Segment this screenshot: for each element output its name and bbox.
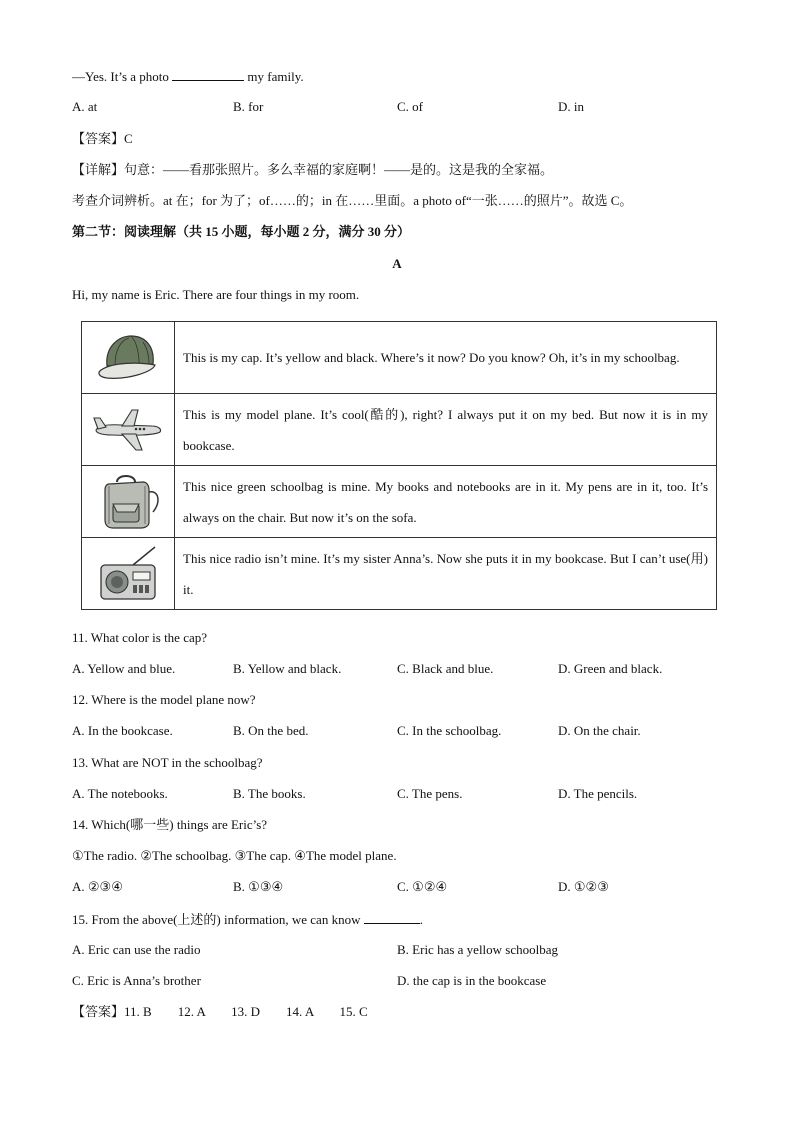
q10-option-a: A. at <box>72 99 98 114</box>
table-image-cell <box>82 538 175 610</box>
table-image-cell <box>82 466 175 538</box>
q10-analysis: 考查介词辨析。at 在；for 为了；of……的；in 在……里面。a photo of“一张……的照片”。故选 C。 <box>72 193 633 208</box>
q10-option-b: B. for <box>233 99 264 114</box>
q15-blank <box>364 911 420 924</box>
q12-option-c: C. In the schoolbag. <box>397 723 502 738</box>
table-image-cell <box>82 394 175 466</box>
table-row <box>82 394 717 466</box>
q13-option-b: B. The books. <box>233 786 306 801</box>
passage-intro: Hi, my name is Eric. There are four things in my room. <box>72 287 360 302</box>
q10-stem <box>72 68 304 85</box>
q11-option-a: A. Yellow and blue. <box>72 661 176 676</box>
q15-option-b: B. Eric has a yellow schoolbag <box>397 942 559 957</box>
q10-option-c: C. of <box>397 99 423 114</box>
q15-option-c: C. Eric is Anna’s brother <box>72 973 201 988</box>
q13-option-d: D. The pencils. <box>558 786 638 801</box>
q15-option-d: D. the cap is in the bookcase <box>397 973 547 988</box>
q12-stem: 12. Where is the model plane now? <box>72 692 256 707</box>
q14-choices: ①The radio. ②The schoolbag. ③The cap. ④The model plane. <box>72 848 397 863</box>
q15-option-a: A. Eric can use the radio <box>72 942 201 957</box>
q13-stem: 13. What are NOT in the schoolbag? <box>72 755 263 770</box>
q14-option-a: A. ②③④ <box>72 879 123 894</box>
q11-stem: 11. What color is the cap? <box>72 630 208 645</box>
table-text-cell: This is my cap. It’s yellow and black. Where’s it now? Do you know? Oh, it’s in my schoolbag. <box>175 322 717 394</box>
table-row <box>82 538 717 610</box>
table-row <box>82 466 717 538</box>
q10-blank <box>172 68 244 81</box>
section-heading: 第二节：阅读理解（共 15 小题，每小题 2 分，满分 30 分） <box>72 224 411 239</box>
q11-option-d: D. Green and black. <box>558 661 663 676</box>
schoolbag-icon <box>95 472 161 532</box>
q13-option-c: C. The pens. <box>397 786 463 801</box>
table-text-cell: This nice green schoolbag is mine. My books and notebooks are in it. My pens are in it, too. It’s always on the chair. But now it’s on the sofa. <box>175 466 717 538</box>
q14-option-d: D. ①②③ <box>558 879 609 894</box>
q15-stem-after: . <box>419 912 423 927</box>
q12-option-d: D. On the chair. <box>558 723 641 738</box>
q11-option-c: C. Black and blue. <box>397 661 494 676</box>
q10-stem-before: —Yes. It’s a photo <box>72 69 169 84</box>
table-text-cell: This nice radio isn’t mine. It’s my sister Anna’s. Now she puts it in my bookcase. But I can’t use(用) it. <box>175 538 717 610</box>
q11-option-b: B. Yellow and black. <box>233 661 342 676</box>
q12-option-a: A. In the bookcase. <box>72 723 173 738</box>
q15-stem-before: 15. From the above(上述的) information, we can know <box>72 912 361 927</box>
passage-label: A <box>392 256 402 271</box>
items-table <box>81 321 717 610</box>
q12-option-b: B. On the bed. <box>233 723 309 738</box>
model-plane-icon <box>92 408 164 452</box>
q10-detail: 【详解】句意：——看那张照片。多么幸福的家庭啊！——是的。这是我的全家福。 <box>72 162 554 177</box>
radio-icon <box>97 545 159 603</box>
cap-icon <box>93 332 163 384</box>
table-image-cell <box>82 322 175 394</box>
q14-option-b: B. ①③④ <box>233 879 284 894</box>
table-row <box>82 322 717 394</box>
q10-option-d: D. in <box>558 99 584 114</box>
q14-stem: 14. Which(哪一些) things are Eric’s? <box>72 817 268 832</box>
q10-stem-after: my family. <box>247 69 304 84</box>
answer-line: 【答案】11. B 12. A 13. D 14. A 15. C <box>72 1004 368 1019</box>
table-text-cell: This is my model plane. It’s cool(酷的), right? I always put it on my bed. But now it is in my bookcase. <box>175 394 717 466</box>
q15-stem <box>72 911 423 928</box>
q10-answer: 【答案】C <box>72 131 133 146</box>
q13-option-a: A. The notebooks. <box>72 786 168 801</box>
q14-option-c: C. ①②④ <box>397 879 448 894</box>
